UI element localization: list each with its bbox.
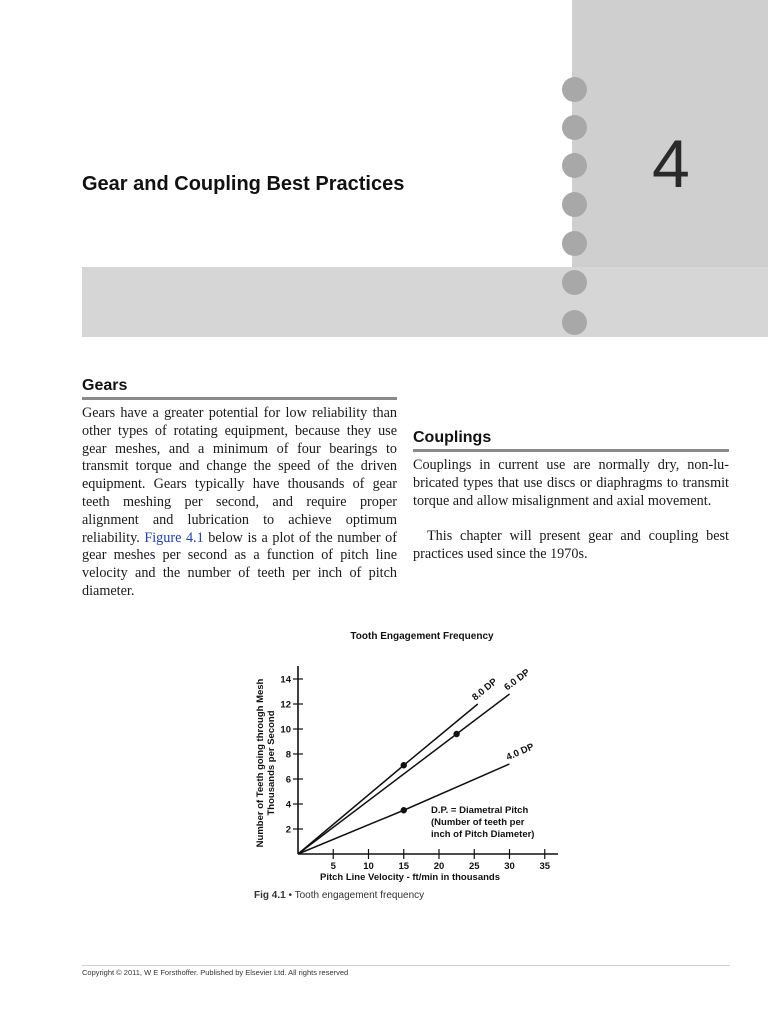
figure-caption-text: Tooth engagement frequency: [294, 890, 425, 901]
chapter-header-band: [82, 267, 768, 337]
y-tick-label: 8: [285, 749, 291, 761]
binder-ring: [562, 270, 587, 295]
y-tick-label: 14: [280, 674, 291, 686]
chart-svg: [250, 624, 570, 886]
x-tick-label: 15: [398, 861, 410, 872]
y-tick-label: 4: [285, 799, 291, 811]
chart-title: Tooth Engagement Frequency: [350, 631, 494, 642]
series-label: 6.0 DP: [502, 666, 533, 694]
y-axis-label-line-2: Thousands per Second: [266, 710, 277, 816]
figure-caption-label: Fig 4.1: [254, 890, 286, 901]
x-tick-label: 10: [363, 861, 374, 872]
annotation-line-2: (Number of teeth per: [431, 817, 525, 828]
annotation-line-3: inch of Pitch Diameter): [431, 829, 535, 840]
binder-ring: [562, 77, 587, 102]
x-tick-label: 25: [468, 861, 480, 872]
gears-paragraph-text: Gears have a greater potential for low reliability than other types of rotating equipment, because they use gear meshes, and a minimum of four bearings to transmit torque and change the speed of the driven equipment. Gears typically have thousands of gear teeth meshing per second, and require proper alignment and lubrication to achieve optimum reliability.: [82, 405, 397, 546]
y-axis-title: [255, 678, 277, 847]
couplings-heading: Couplings: [413, 429, 492, 446]
tooth-engagement-chart: [250, 624, 570, 886]
gears-paragraph-text-end: below is a plot of the number of gear meshes per second as a function of pitch line velocity and the number of teeth per inch of pitch diameter.: [82, 529, 397, 599]
figure-caption: [254, 890, 424, 901]
y-axis-label-line-1: Number of Teeth going through Mesh: [255, 678, 266, 848]
annotation-line-1: D.P. = Diametral Pitch: [431, 805, 529, 816]
x-ticks: [331, 849, 551, 872]
y-ticks: [280, 675, 303, 836]
gears-heading: Gears: [82, 377, 128, 394]
binder-ring: [562, 115, 587, 140]
x-axis-label: Pitch Line Velocity - ft/min in thousands: [320, 872, 500, 883]
x-tick-label: 5: [330, 861, 336, 872]
couplings-heading-rule: [413, 449, 729, 452]
chapter-title: Gear and Coupling Best Practices: [82, 173, 405, 195]
chapter-number: 4: [652, 126, 690, 202]
data-point: [401, 807, 407, 813]
series-label: 4.0 DP: [504, 741, 536, 764]
caption-bullet: •: [288, 890, 292, 901]
y-tick-label: 12: [280, 699, 291, 711]
y-tick-label: 10: [280, 724, 291, 736]
couplings-paragraph-1: Couplings in current use are normally dry, non-lubricated types that use discs or diaphragms to transmit torque and allow misalignment and axial movement.: [413, 457, 729, 509]
binder-ring: [562, 310, 587, 335]
couplings-paragraph-2: This chapter will present gear and coupling best practices used since the 1970s.: [413, 528, 729, 562]
binder-ring: [562, 153, 587, 178]
data-point: [401, 762, 407, 768]
chart-annotation: [431, 805, 534, 840]
data-point: [453, 731, 459, 737]
series-labels: [470, 667, 536, 764]
x-tick-label: 35: [539, 861, 551, 872]
y-tick-label: 6: [285, 774, 291, 786]
gears-paragraph: [82, 405, 397, 601]
figure-4-1-link[interactable]: Figure 4.1: [144, 529, 204, 546]
copyright-footer: Copyright © 2011, W E Forsthoffer. Published by Elsevier Ltd. All rights reserved: [82, 968, 349, 977]
x-tick-label: 20: [433, 861, 445, 872]
footer-rule: [82, 965, 730, 966]
binder-ring: [562, 192, 587, 217]
series-label: 8.0 DP: [470, 676, 500, 704]
x-tick-label: 30: [504, 861, 515, 872]
y-tick-label: 2: [285, 824, 291, 836]
gears-heading-rule: [82, 397, 397, 400]
binder-ring: [562, 231, 587, 256]
